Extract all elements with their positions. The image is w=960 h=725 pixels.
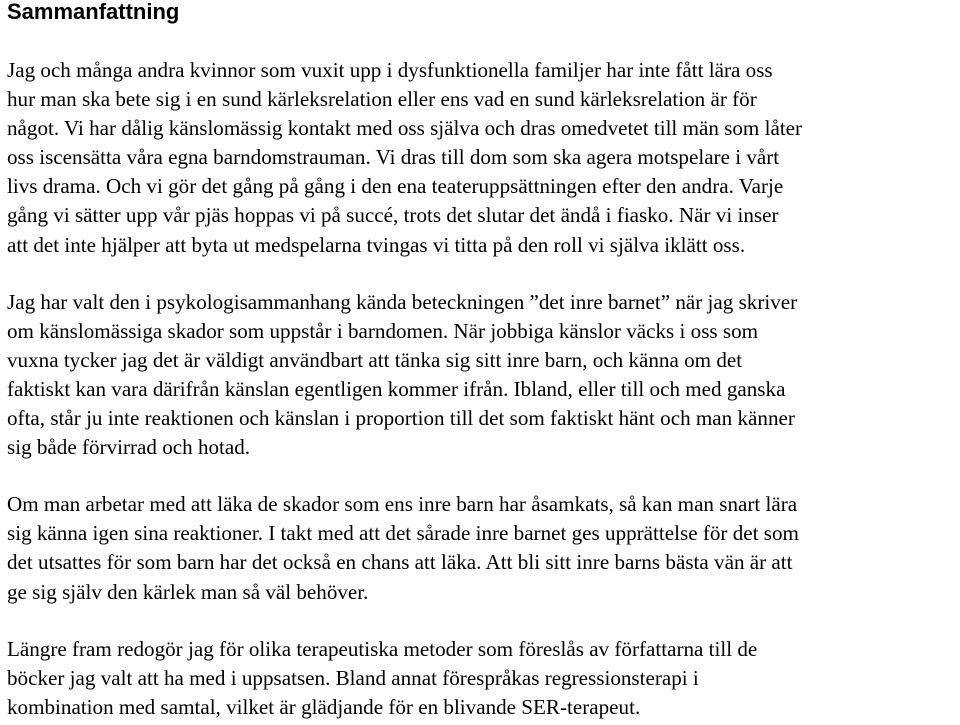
text-line: ge sig själv den kärlek man så väl behöver. xyxy=(7,579,369,604)
text-line: faktiskt kan vara därifrån känslan egentligen kommer ifrån. Ibland, eller till och med ganska xyxy=(7,376,786,401)
text-line: gång vi sätter upp vår pjäs hoppas vi på succé, trots det slutar det ändå i fiasko. När vi inser xyxy=(7,203,779,228)
text-line: Jag har valt den i psykologisammanhang kända beteckningen ”det inre barnet” när jag skriver xyxy=(7,289,798,314)
text-line: det utsattes för som barn har det också en chans att läka. Att bli sitt inre barns bästa vän är att xyxy=(7,550,793,575)
paragraph-1 xyxy=(7,56,952,260)
text-line: Om man arbetar med att läka de skador som ens inre barn har åsamkats, så kan man snart lära xyxy=(7,492,798,517)
text-line: att det inte hjälper att byta ut medspelarna tvingas vi titta på den roll vi själva iklätt oss. xyxy=(7,232,746,257)
paragraph-2 xyxy=(7,288,952,463)
text-line: vuxna tycker jag det är väldigt användbart att tänka sig sitt inre barn, och känna om det xyxy=(7,347,743,372)
text-line: hur man ska bete sig i en sund kärleksrelation eller ens vad en sund kärleksrelation är för xyxy=(7,87,757,112)
text-line: om känslomässiga skador som uppstår i barndomen. När jobbiga känslor väcks i oss som xyxy=(7,318,759,343)
paragraph-3 xyxy=(7,490,952,606)
text-line: Jag och många andra kvinnor som vuxit upp i dysfunktionella familjer har inte fått lära oss xyxy=(7,58,773,82)
text-line: kombination med samtal, vilket är glädjande för en blivande SER-terapeut. xyxy=(7,694,641,719)
paragraph-4 xyxy=(7,635,952,722)
text-line: ofta, står ju inte reaktionen och känslan i proportion till det som faktiskt hänt och man känner xyxy=(7,406,795,431)
document-body xyxy=(7,56,952,722)
text-line: livs drama. Och vi gör det gång på gång i den ena teateruppsättningen efter den andra. Varje xyxy=(7,174,784,199)
text-line: oss iscensätta våra egna barndomstrauman. Vi dras till dom som ska agera motspelare i vårt xyxy=(7,145,780,170)
text-line: sig både förvirrad och hotad. xyxy=(7,435,251,460)
text-line: Längre fram redogör jag för olika terapeutiska metoder som föreslås av författarna till de xyxy=(7,636,758,661)
text-line: något. Vi har dålig känslomässig kontakt med oss själva och dras omedvetet till män som låter xyxy=(7,116,803,141)
text-line: sig känna igen sina reaktioner. I takt med att det sårade inre barnet ges upprättelse för det som xyxy=(7,521,799,546)
section-heading: Sammanfattning xyxy=(7,0,180,24)
text-line: böcker jag valt att ha med i uppsatsen. Bland annat förespråkas regressionsterapi i xyxy=(7,665,699,690)
